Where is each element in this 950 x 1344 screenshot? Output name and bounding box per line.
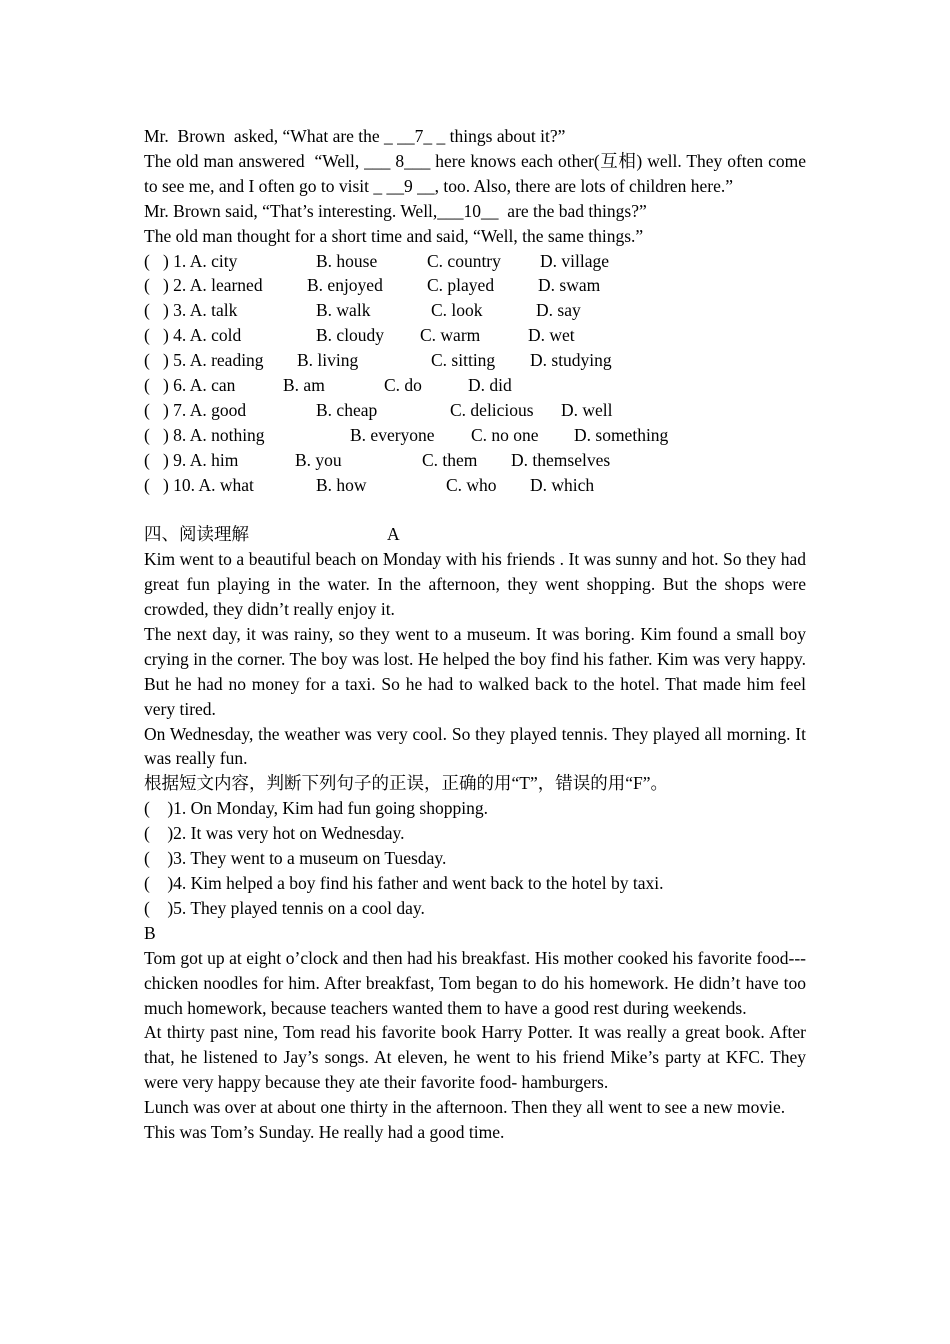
question-option-a: ( ) 2. A. learned xyxy=(144,275,263,296)
question-option-c: C. sitting xyxy=(431,350,496,371)
question-option-d: D. wet xyxy=(528,325,575,346)
cloze-question-2 xyxy=(144,273,806,298)
passage-b-paragraph-3: Lunch was over at about one thirty in the afternoon. Then they all went to see a new movie. xyxy=(144,1097,786,1118)
cloze-question-9 xyxy=(144,448,806,473)
question-option-b: B. you xyxy=(295,449,342,470)
question-option-b: B. cloudy xyxy=(316,325,385,346)
passage-b-paragraph-4: This was Tom’s Sunday. He really had a good time. xyxy=(144,1122,505,1143)
question-option-d: D. did xyxy=(468,374,512,395)
question-option-b: B. walk xyxy=(316,300,371,321)
question-option-d: D. village xyxy=(540,250,610,271)
cloze-question-8 xyxy=(144,423,806,448)
question-option-b: B. cheap xyxy=(316,399,378,420)
part-b-label: B xyxy=(144,922,156,943)
cloze-question-7 xyxy=(144,398,806,423)
question-option-a: ( ) 7. A. good xyxy=(144,399,247,420)
cloze-question-5 xyxy=(144,348,806,373)
question-option-a: ( ) 10. A. what xyxy=(144,474,254,495)
section-heading xyxy=(144,522,806,547)
question-option-a: ( ) 3. A. talk xyxy=(144,300,238,321)
question-option-c: C. warm xyxy=(420,325,481,346)
cloze-question-4 xyxy=(144,323,806,348)
cloze-question-6 xyxy=(144,373,806,398)
question-option-b: B. house xyxy=(316,250,378,271)
question-option-d: D. well xyxy=(561,399,613,420)
cloze-paragraph-8-9: The old man answered “Well, ___ 8___ here knows each other(互相) well. They often come to see me, and I often go to visit _ __9 __, too. Also, there are lots of children here.” xyxy=(144,150,811,196)
cloze-line-10: Mr. Brown said, “That’s interesting. Well,___10__ are the bad things?” xyxy=(144,200,647,221)
passage-a-paragraph-2: The next day, it was rainy, so they went to a museum. It was boring. Kim found a small boy crying in the corner. The boy was lost. He helped the boy find his father. Kim was very happy. But he had no money for a taxi. So he had to walked back to the hotel. That made him feel very tired. xyxy=(144,623,811,719)
passage-a-paragraph-3: On Wednesday, the weather was very cool. So they played tennis. They played all morning. It was really fun. xyxy=(144,723,811,769)
question-option-b: B. living xyxy=(297,350,359,371)
question-option-c: C. them xyxy=(422,449,478,470)
passage-a-paragraph-1: Kim went to a beautiful beach on Monday with his friends . It was sunny and hot. So they had great fun playing in the water. In the afternoon, they went shopping. But the shops were crowded, they didn’t really enjoy it. xyxy=(144,549,811,620)
question-option-b: B. am xyxy=(283,374,325,395)
question-option-c: C. look xyxy=(431,300,483,321)
question-option-d: D. something xyxy=(574,424,669,445)
question-option-d: D. themselves xyxy=(511,449,611,470)
question-option-b: B. how xyxy=(316,474,367,495)
cloze-question-3 xyxy=(144,298,806,323)
question-option-d: D. swam xyxy=(538,275,601,296)
question-option-d: D. which xyxy=(530,474,595,495)
blank-line xyxy=(144,497,806,522)
cloze-question-list xyxy=(144,249,806,498)
question-option-c: C. country xyxy=(427,250,501,271)
tf-item-4: ( )4. Kim helped a boy find his father and went back to the hotel by taxi. xyxy=(144,873,664,893)
question-option-c: C. delicious xyxy=(450,399,534,420)
question-option-a: ( ) 4. A. cold xyxy=(144,325,242,346)
question-option-a: ( ) 8. A. nothing xyxy=(144,424,265,445)
question-option-b: B. enjoyed xyxy=(307,275,383,296)
cloze-question-1 xyxy=(144,249,806,274)
question-option-a: ( ) 6. A. can xyxy=(144,374,236,395)
question-option-b: B. everyone xyxy=(350,424,435,445)
question-option-a: ( ) 1. A. city xyxy=(144,250,238,271)
part-a-label: A xyxy=(387,524,400,545)
document-page xyxy=(144,124,811,1145)
question-option-c: C. who xyxy=(446,474,497,495)
question-option-d: D. say xyxy=(536,300,581,321)
tf-instruction: 根据短文内容，判断下列句子的正误，正确的用“T”，错误的用“F”。 xyxy=(144,773,668,794)
question-option-d: D. studying xyxy=(530,350,612,371)
cloze-line-7: Mr. Brown asked, “What are the _ __7_ _ things about it?” xyxy=(144,126,566,146)
section-title: 四、阅读理解 xyxy=(144,524,249,545)
tf-item-2: ( )2. It was very hot on Wednesday. xyxy=(144,823,405,844)
tf-item-1: ( )1. On Monday, Kim had fun going shopping. xyxy=(144,798,488,819)
cloze-line-end: The old man thought for a short time and said, “Well, the same things.” xyxy=(144,225,644,246)
question-option-c: C. played xyxy=(427,275,495,296)
passage-b-paragraph-2: At thirty past nine, Tom read his favorite book Harry Potter. It was really a great book. After that, he listened to Jay’s songs. At eleven, he went to his friend Mike’s party at KFC. They were very happy because they ate their favorite food- hamburgers. xyxy=(144,1022,811,1093)
question-option-a: ( ) 5. A. reading xyxy=(144,350,264,371)
question-option-c: C. no one xyxy=(471,424,539,445)
passage-b-paragraph-1: Tom got up at eight o’clock and then had his breakfast. His mother cooked his favorite food---chicken noodles for him. After breakfast, Tom began to do his homework. He didn’t have too much homework, because teachers wanted them to have a good rest during weekends. xyxy=(144,947,811,1018)
tf-item-3: ( )3. They went to a museum on Tuesday. xyxy=(144,848,447,869)
question-option-c: C. do xyxy=(384,374,422,395)
cloze-question-10 xyxy=(144,473,806,498)
question-option-a: ( ) 9. A. him xyxy=(144,449,239,470)
tf-item-5: ( )5. They played tennis on a cool day. xyxy=(144,897,425,918)
